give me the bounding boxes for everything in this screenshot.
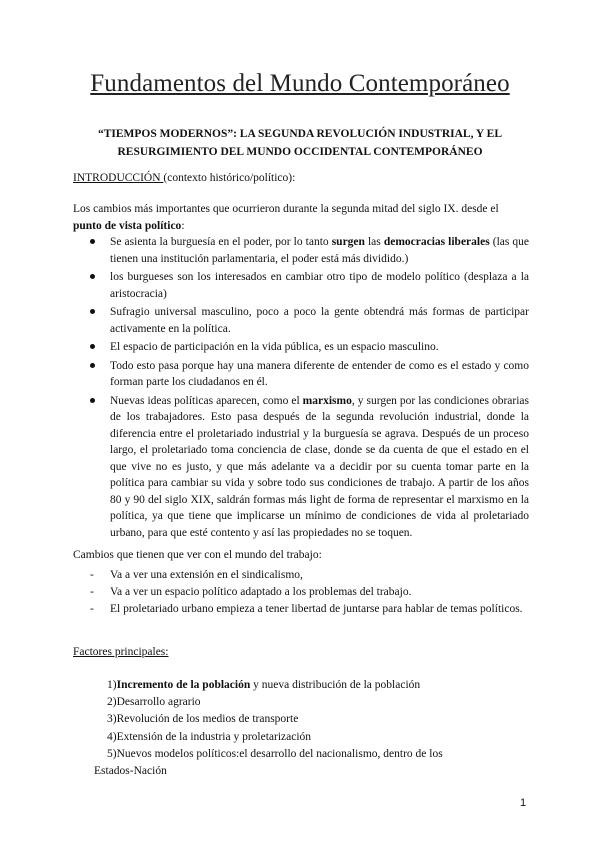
intro-heading-note: (contexto histórico/político): bbox=[163, 172, 296, 184]
lead-text: Los cambios más importantes que ocurrieron durante la segunda mitad del siglo IX. desde el bbox=[73, 203, 499, 215]
political-bullet-list bbox=[73, 234, 529, 543]
bullet-icon bbox=[90, 309, 95, 314]
document-subtitle: “TIEMPOS MODERNOS”: LA SEGUNDA REVOLUCIÓN INDUSTRIAL, Y EL RESURGIMIENTO DEL MUNDO OCCIDENTAL CONTEMPORÁNEO bbox=[97, 128, 503, 158]
work-changes-heading: Cambios que tienen que ver con el mundo del trabajo: bbox=[73, 549, 322, 561]
work-changes-list bbox=[73, 567, 529, 618]
lead-bold: punto de vista político bbox=[73, 220, 182, 232]
list-item: 4)Extensión de la industria y proletarización bbox=[107, 730, 312, 743]
intro-heading bbox=[73, 172, 295, 184]
dash-icon: - bbox=[90, 586, 94, 598]
list-item: - El proletariado urbano empieza a tener libertad de juntarse para hablar de temas políticos. bbox=[73, 601, 529, 618]
list-item: El espacio de participación en la vida pública, es un espacio masculino. bbox=[73, 339, 529, 356]
list-item: - Va a ver un espacio político adaptado a los problemas del trabajo. bbox=[73, 584, 529, 601]
list-item: Nuevas ideas políticas aparecen, como el marxismo, y surgen por las condiciones obrarias de los trabajadores. Esto pasa después de la segunda revolución industrial, donde la diferencia entre el proletariado industrial y la burguesía se agrava. Después de un proceso largo, el proletariado toma conciencia de clase, donde se da cuenta de que el estado en el que vive no es justo, y que más adelante va a decidir por su cuenta tomar parte en la política para cambiar su vida y sobre todo sus condiciones de trabajo. A partir de los años 80 y 90 del siglo XIX, saldrán formas más light de forma de representar el marxismo en la política, ya que tiene que implicarse un mínimo de condiciones de vida al proletariado urbano, para que esté contento y así las propiedades no se toquen. bbox=[73, 393, 529, 542]
list-item: los burgueses son los interesados en cambiar otro tipo de modelo político (desplaza a la aristocracia) bbox=[73, 269, 529, 302]
list-item: 2)Desarrollo agrario bbox=[107, 696, 201, 709]
bullet-icon bbox=[90, 344, 95, 349]
lead-end: : bbox=[181, 220, 185, 232]
bullet-icon bbox=[90, 398, 95, 403]
list-item: 5)Nuevos modelos políticos:el desarrollo del nacionalismo, dentro de los Estados-Nación bbox=[94, 747, 443, 778]
list-item: Sufragio universal masculino, poco a poco la gente obtendrá más formas de participar activamente en la política. bbox=[73, 304, 529, 337]
list-item: Se asienta la burguesía en el poder, por lo tanto surgen las democracias liberales (las que tienen una institución parlamentaria, el poder está más dividido.) bbox=[73, 234, 529, 267]
list-item: - Va a ver una extensión en el sindicalismo, bbox=[73, 567, 529, 584]
dash-icon: - bbox=[90, 569, 94, 581]
list-item: 1)Incremento de la población y nueva distribución de la población bbox=[107, 679, 421, 691]
page-number: 1 bbox=[520, 797, 527, 809]
lead-paragraph bbox=[73, 201, 529, 235]
intro-heading-label: INTRODUCCIÓN bbox=[73, 172, 164, 184]
list-item: Todo esto pasa porque hay una manera diferente de entender de como es el estado y como forman parte los ciudadanos en él. bbox=[73, 358, 529, 391]
bullet-icon bbox=[90, 363, 95, 368]
bullet-icon bbox=[90, 274, 95, 279]
page-title: Fundamentos del Mundo Contemporáneo bbox=[90, 70, 510, 97]
factors-list bbox=[94, 677, 527, 780]
list-item: 3)Revolución de los medios de transporte bbox=[107, 713, 299, 726]
factors-heading: Factores principales: bbox=[73, 646, 169, 658]
bullet-icon bbox=[90, 239, 95, 244]
dash-icon: - bbox=[90, 603, 94, 615]
